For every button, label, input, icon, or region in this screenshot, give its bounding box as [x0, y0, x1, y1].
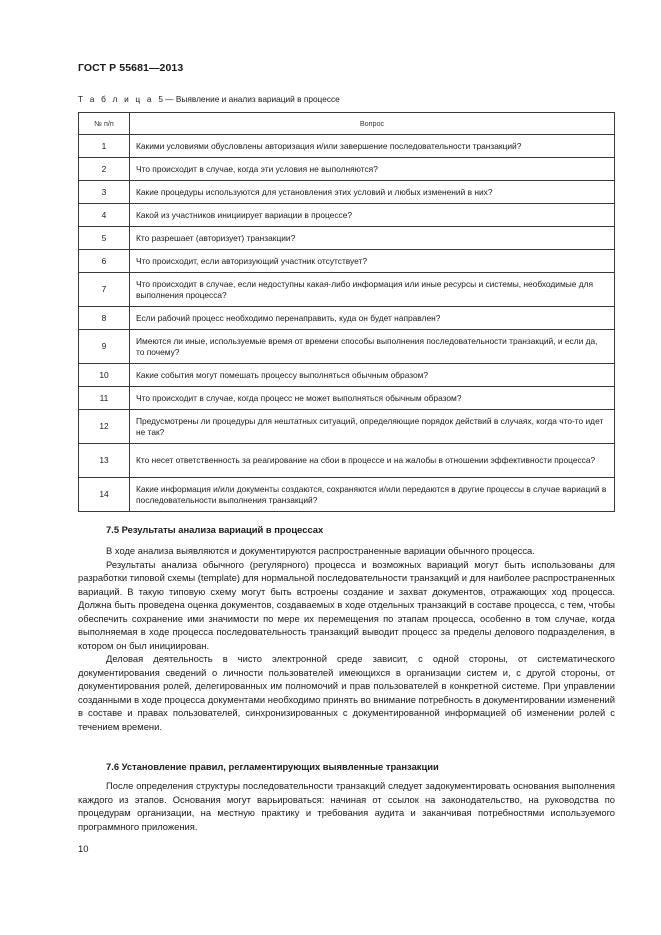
row-number: 12 [79, 410, 130, 444]
table-row [79, 227, 615, 250]
table-row [79, 444, 615, 478]
column-header-question: Вопрос [130, 113, 615, 135]
table-row [79, 478, 615, 512]
table-row [79, 330, 615, 364]
row-question: Кто разрешает (авторизует) транзакции? [130, 227, 615, 250]
table-row [79, 135, 615, 158]
standard-id-header: ГОСТ Р 55681—2013 [78, 62, 184, 74]
table-caption [78, 94, 340, 104]
table-caption-text: 5 — Выявление и анализ вариаций в процессе [158, 94, 340, 104]
row-question: Имеются ли иные, используемые время от времени способы выполнения последовательности транзакций, и если да, то почему? [130, 330, 615, 364]
row-number: 13 [79, 444, 130, 478]
questions-table [78, 112, 615, 512]
section-7-5-body [78, 544, 615, 733]
table-row [79, 250, 615, 273]
section-7-5-paragraph-2: Результаты анализа обычного (регулярного) процесса и возможных вариаций могут быть использованы для разработки типовой схемы (template) для нормальной последовательности транзакций и для наиболее распространенных вариаций. В такую типовую схему могут быть встроены создание и захват документов, отражающих ход процесса. Должна быть проведена оценка документов, создаваемых в ходе отдельных транзакций в составе процесса, с тем, чтобы обеспечить сохранение ими значимости по мере их перемещения по этапам процесса, особенно в том случае, когда выполняемая в ходе процесса последовательность транзакций выводит процесс за пределы делового подразделения, в котором он был инициирован. [78, 558, 615, 651]
row-question: Кто несет ответственность за реагирование на сбои в процессе и на жалобы в отношении эффективности процесса? [130, 444, 615, 478]
row-number: 4 [79, 204, 130, 227]
table-row [79, 204, 615, 227]
section-7-6-title: 7.6 Установление правил, регламентирующих выявленные транзакции [106, 761, 439, 772]
row-number: 1 [79, 135, 130, 158]
row-question: Какие процедуры используются для установления этих условий и любых изменений в них? [130, 181, 615, 204]
row-number: 9 [79, 330, 130, 364]
section-7-6-body [78, 779, 615, 833]
row-number: 2 [79, 158, 130, 181]
row-question: Какие информация и/или документы создаются, сохраняются и/или передаются в другие процессы в случае вариаций в последовательности выполнения транзакций? [130, 478, 615, 512]
table-caption-prefix: Т а б л и ц а [78, 94, 154, 104]
row-number: 10 [79, 364, 130, 387]
table-row [79, 364, 615, 387]
row-question: Что происходит в случае, когда эти условия не выполняются? [130, 158, 615, 181]
section-7-5-title: 7.5 Результаты анализа вариаций в процессах [106, 524, 324, 535]
row-number: 5 [79, 227, 130, 250]
table-row [79, 273, 615, 307]
row-question: Что происходит, если авторизующий участник отсутствует? [130, 250, 615, 273]
table-row [79, 410, 615, 444]
row-number: 8 [79, 307, 130, 330]
row-number: 11 [79, 387, 130, 410]
row-question: Какими условиями обусловлены авторизация и/или завершение последовательности транзакций? [130, 135, 615, 158]
row-question: Что происходит в случае, когда процесс не может выполняться обычным образом? [130, 387, 615, 410]
table-row [79, 307, 615, 330]
row-number: 7 [79, 273, 130, 307]
row-question: Какой из участников инициирует вариации в процессе? [130, 204, 615, 227]
row-question: Какие события могут помешать процессу выполняться обычным образом? [130, 364, 615, 387]
row-number: 6 [79, 250, 130, 273]
row-number: 14 [79, 478, 130, 512]
table-row [79, 181, 615, 204]
table-row [79, 387, 615, 410]
row-question: Предусмотрены ли процедуры для нештатных ситуаций, определяющие порядок действий в случаях, когда что-то идет не так? [130, 410, 615, 444]
table-row [79, 158, 615, 181]
section-7-6-paragraph-1: После определения структуры последовательности транзакций следует задокументировать основания выполнения каждого из этапов. Основания могут варьироваться: начиная от ссылок на законодательство, на руководства по процедурам организации, на местную практику и требования аудита и заканчивая потребностями используемого программного приложения. [78, 780, 615, 832]
column-header-number: № п/п [79, 113, 130, 135]
row-question: Что происходит в случае, если недоступны какая-либо информация или иные ресурсы и системы, необходимые для выполнения процесса? [130, 273, 615, 307]
row-question: Если рабочий процесс необходимо перенаправить, куда он будет направлен? [130, 307, 615, 330]
section-7-5-paragraph-3: Деловая деятельность в чисто электронной среде зависит, с одной стороны, от систематического документирования сведений о личности пользователей имеющихся в организации систем и, с другой стороны, от документирования ролей, делегированных им полномочий и прав пользователей в конкретной системе. При управлении созданными в ходе процесса документами необходимо принять во внимание потребность в документировании изменений в составе и правах пользователей, синхронизированных с документированной информацией об изменении ролей с течением времени. [78, 653, 615, 732]
row-number: 3 [79, 181, 130, 204]
page-number: 10 [78, 843, 89, 854]
table-header-row [79, 113, 615, 135]
section-7-5-paragraph-1: В ходе анализа выявляются и документируются распространенные вариации обычного процесса. [106, 545, 535, 556]
